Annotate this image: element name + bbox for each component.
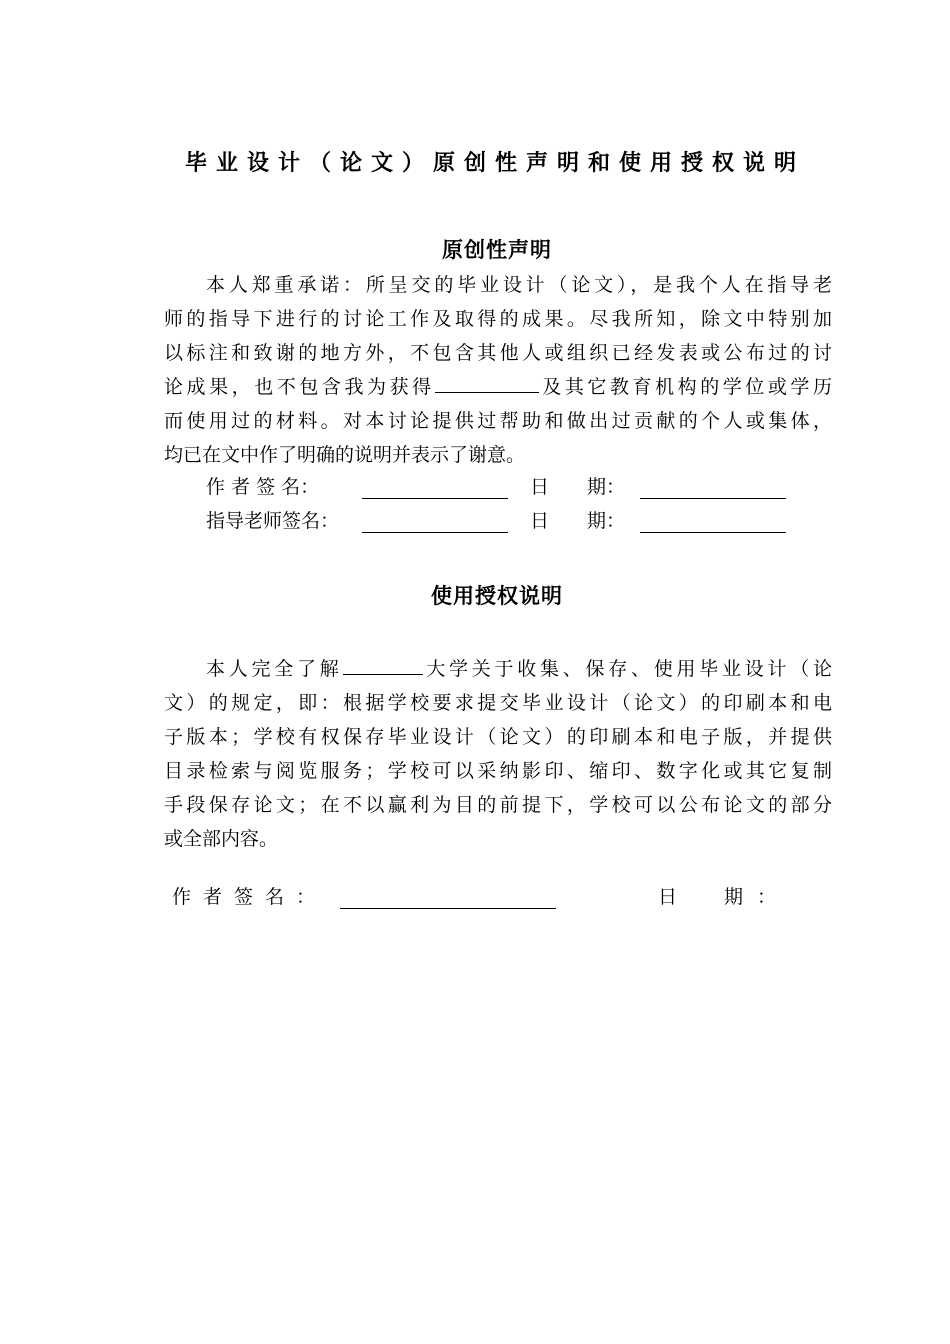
authorization-date-label: 日 期：: [658, 886, 791, 908]
advisor-sign-field[interactable]: [362, 532, 508, 533]
originality-line-4-start: 论成果，也不包含我为获得: [164, 376, 435, 398]
author-signature-row: [206, 472, 806, 502]
author-date-label: 日 期：: [530, 476, 626, 498]
originality-paragraph: [164, 268, 832, 472]
advisor-sign-label: 指导老师签名：: [206, 510, 340, 532]
authorization-heading: 使用授权说明: [431, 584, 563, 608]
originality-line-1: 本人郑重承诺：所呈交的毕业设计（论文），是我个人在指导老: [206, 274, 832, 296]
authorization-line-1-start: 本人完全了解: [206, 658, 343, 680]
authorization-line-2: 文）的规定，即：根据学校要求提交毕业设计（论文）的印刷本和电: [164, 692, 832, 714]
originality-line-4-end: 及其它教育机构的学位或学历: [538, 376, 832, 398]
authorization-signature-row: [172, 882, 812, 912]
author-date-field[interactable]: [640, 498, 786, 499]
document-title: 毕业设计（论文）原创性声明和使用授权说明: [184, 151, 805, 176]
authorization-line-4: 目录检索与阅览服务；学校可以采纳影印、缩印、数字化或其它复制: [164, 760, 832, 782]
advisor-signature-row: [206, 506, 806, 536]
authorization-line-5: 手段保存论文；在不以赢利为目的前提下，学校可以公布论文的部分: [164, 794, 832, 816]
originality-heading: 原创性声明: [442, 238, 552, 262]
degree-blank[interactable]: [435, 370, 539, 393]
authorization-line-6: 或全部内容。: [164, 828, 279, 850]
authorization-sign-label: 作者签名：: [172, 886, 328, 908]
originality-line-6: 均已在文中作了明确的说明并表示了谢意。: [164, 444, 526, 466]
originality-line-4: [164, 370, 832, 404]
author-sign-field[interactable]: [362, 498, 508, 499]
advisor-date-field[interactable]: [640, 532, 786, 533]
originality-line-2: 师的指导下进行的讨论工作及取得的成果。尽我所知，除文中特别加: [164, 308, 832, 330]
authorization-line-1: [164, 652, 832, 686]
author-sign-label: 作 者 签 名：: [206, 476, 320, 498]
originality-line-5: 而使用过的材料。对本讨论提供过帮助和做出过贡献的个人或集体，: [164, 410, 832, 432]
originality-line-3: 以标注和致谢的地方外，不包含其他人或组织已经发表或公布过的讨: [164, 342, 832, 364]
authorization-line-1-end: 大学关于收集、保存、使用毕业设计（论: [422, 658, 832, 680]
authorization-line-3: 子版本；学校有权保存毕业设计（论文）的印刷本和电子版，并提供: [164, 726, 832, 748]
university-blank[interactable]: [343, 652, 423, 675]
authorization-sign-field[interactable]: [340, 908, 556, 909]
advisor-date-label: 日 期：: [530, 510, 626, 532]
authorization-paragraph: [164, 652, 832, 856]
